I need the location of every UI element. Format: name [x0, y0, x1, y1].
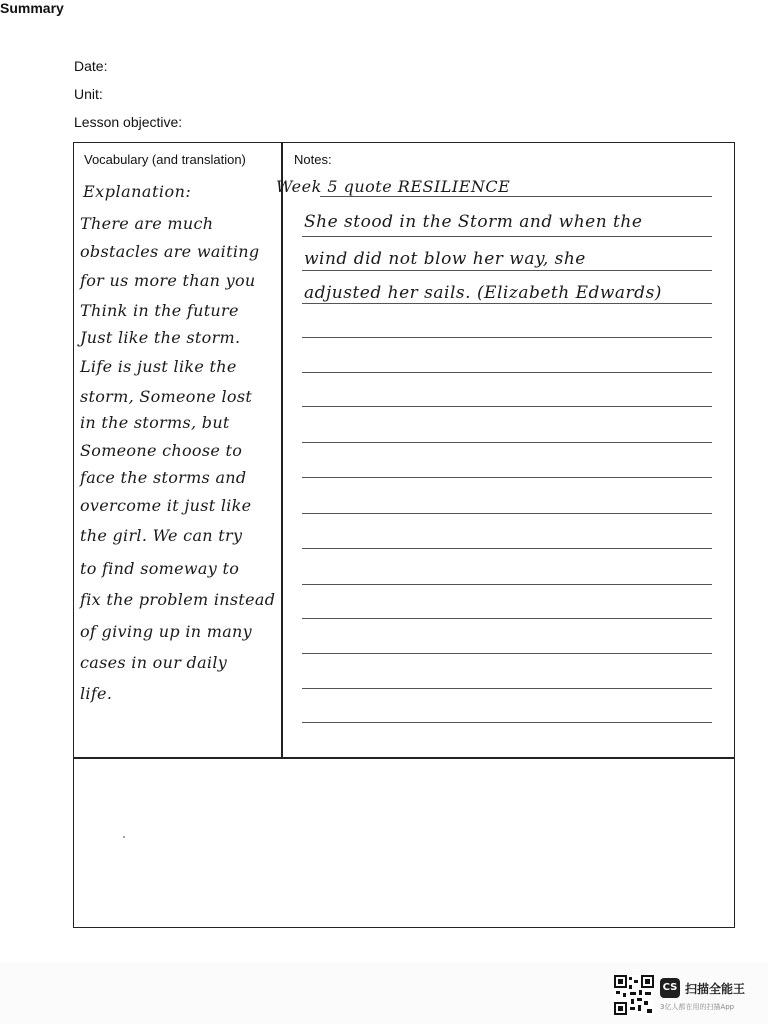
- notes-title: Week 5 quote RESILIENCE: [276, 177, 511, 196]
- explanation-line: overcome it just like: [80, 496, 252, 515]
- brand-tagline: 3亿人都在用的扫描App: [660, 1003, 735, 1011]
- explanation-line: obstacles are waiting: [80, 242, 260, 261]
- explanation-line: There are much: [80, 214, 214, 233]
- explanation-line: of giving up in many: [80, 622, 252, 641]
- note-rule: [302, 513, 712, 514]
- explanation-line: Just like the storm.: [80, 328, 241, 347]
- explanation-line: to find someway to: [80, 559, 240, 578]
- explanation-line: life.: [80, 684, 113, 703]
- explanation-line: the girl. We can try: [80, 526, 243, 545]
- note-rule: [302, 722, 712, 723]
- note-line: She stood in the Storm and when the: [304, 212, 643, 232]
- note-rule: [302, 653, 712, 654]
- note-rule: [302, 584, 712, 585]
- column-divider: [281, 142, 283, 758]
- note-rule: [302, 406, 712, 407]
- note-rule: [302, 477, 712, 478]
- note-line: adjusted her sails. (Elizabeth Edwards): [304, 283, 662, 303]
- note-rule: [302, 688, 712, 689]
- explanation-line: face the storms and: [80, 468, 247, 487]
- summary-divider: [73, 757, 735, 759]
- note-rule: [302, 270, 712, 271]
- explanation-line: Someone choose to: [80, 441, 243, 460]
- explanation-line: cases in our daily: [80, 653, 228, 672]
- explanation-line: storm, Someone lost: [80, 387, 253, 406]
- unit-label: Unit:: [74, 86, 103, 102]
- notes-column-label: Notes:: [294, 152, 332, 167]
- explanation-line: fix the problem instead: [80, 590, 276, 609]
- summary-label: Summary: [0, 0, 64, 16]
- note-rule: [302, 372, 712, 373]
- lesson-objective-label: Lesson objective:: [74, 114, 183, 130]
- note-rule: [320, 196, 712, 197]
- vocabulary-column-label: Vocabulary (and translation): [84, 152, 246, 167]
- camscanner-logo-icon: CS: [660, 978, 680, 998]
- qr-code-icon: [614, 975, 654, 1015]
- note-rule: [302, 442, 712, 443]
- explanation-line: in the storms, but: [80, 413, 230, 432]
- explanation-line: for us more than you: [80, 271, 256, 290]
- explanation-line: Life is just like the: [80, 357, 237, 376]
- explanation-title: Explanation:: [83, 182, 192, 201]
- scan-speck: [123, 836, 125, 838]
- note-rule: [302, 303, 712, 304]
- brand-name: 扫描全能王: [685, 982, 746, 996]
- note-rule: [302, 548, 712, 549]
- note-rule: [302, 236, 712, 237]
- explanation-line: Think in the future: [80, 301, 239, 320]
- note-rule: [302, 618, 712, 619]
- note-line: wind did not blow her way, she: [304, 249, 586, 269]
- note-rule: [302, 337, 712, 338]
- date-label: Date:: [74, 58, 108, 74]
